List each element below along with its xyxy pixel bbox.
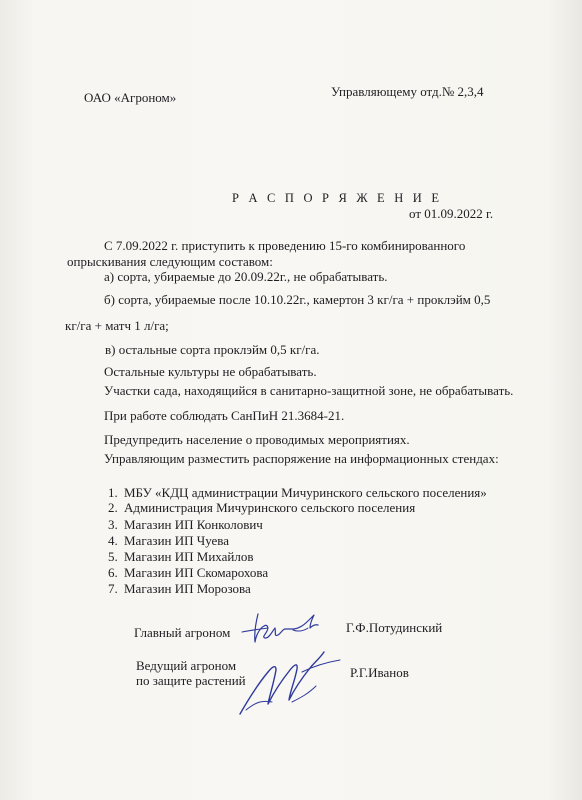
- sanpin-note: При работе соблюдать СанПиН 21.3684-21.: [104, 408, 345, 423]
- list-item: [108, 485, 487, 501]
- document-title: Р А С П О Р Я Ж Е Н И Е: [232, 191, 443, 205]
- list-item: [108, 533, 229, 549]
- list-number: 4.: [108, 533, 118, 548]
- list-number: 7.: [108, 581, 118, 596]
- list-text: МБУ «КДЦ администрации Мичуринского сельского поселения»: [124, 485, 487, 500]
- list-text: Администрация Мичуринского сельского поселения: [124, 500, 416, 515]
- list-number: 3.: [108, 517, 118, 532]
- list-number: 6.: [108, 565, 118, 580]
- list-item: [108, 500, 415, 516]
- list-text: Магазин ИП Конколович: [124, 517, 263, 532]
- addressee: Управляющему отд.№ 2,3,4: [331, 84, 484, 99]
- list-item: [108, 517, 263, 533]
- list-item: [108, 565, 268, 581]
- list-number: 1.: [108, 485, 118, 500]
- chief-agronomist-name: Г.Ф.Потудинский: [346, 620, 443, 635]
- lead-agronomist-title-line-1: Ведущий агроном: [136, 658, 237, 673]
- lead-signature: [232, 642, 344, 722]
- list-number: 5.: [108, 549, 118, 564]
- chief-agronomist-title: Главный агроном: [134, 625, 231, 640]
- sanitary-zone-note: Участки сада, находящийся в санитарно-защитной зоне, не обрабатывать.: [104, 383, 514, 398]
- lead-agronomist-title-line-2: по защите растений: [136, 673, 246, 688]
- other-crops: Остальные культуры не обрабатывать.: [104, 364, 317, 379]
- list-text: Магазин ИП Скомарохова: [124, 565, 269, 580]
- item-a: а) сорта, убираемые до 20.09.22г., не обрабатывать.: [104, 269, 388, 284]
- lead-agronomist-name: Р.Г.Иванов: [350, 665, 409, 680]
- list-item: [108, 581, 251, 597]
- list-text: Магазин ИП Чуева: [124, 533, 230, 548]
- item-b-line-1: б) сорта, убираемые после 10.10.22г., камертон 3 кг/га + проклэйм 0,5: [104, 292, 491, 307]
- list-number: 2.: [108, 500, 118, 515]
- population-warning: Предупредить население о проводимых мероприятиях.: [104, 432, 410, 447]
- intro-line-2: опрыскивания следующим составом:: [67, 254, 273, 269]
- document-date: от 01.09.2022 г.: [409, 206, 494, 221]
- item-b-line-2: кг/га + матч 1 л/га;: [65, 318, 169, 333]
- list-text: Магазин ИП Морозова: [124, 581, 251, 596]
- item-c: в) остальные сорта проклэйм 0,5 кг/га.: [105, 342, 320, 357]
- list-item: [108, 549, 253, 565]
- intro-line-1: С 7.09.2022 г. приступить к проведению 15-го комбинированного: [104, 238, 466, 253]
- list-text: Магазин ИП Михайлов: [124, 549, 254, 564]
- organization-name: ОАО «Агроном»: [84, 90, 177, 105]
- post-instruction: Управляющим разместить распоряжение на информационных стендах:: [104, 451, 499, 466]
